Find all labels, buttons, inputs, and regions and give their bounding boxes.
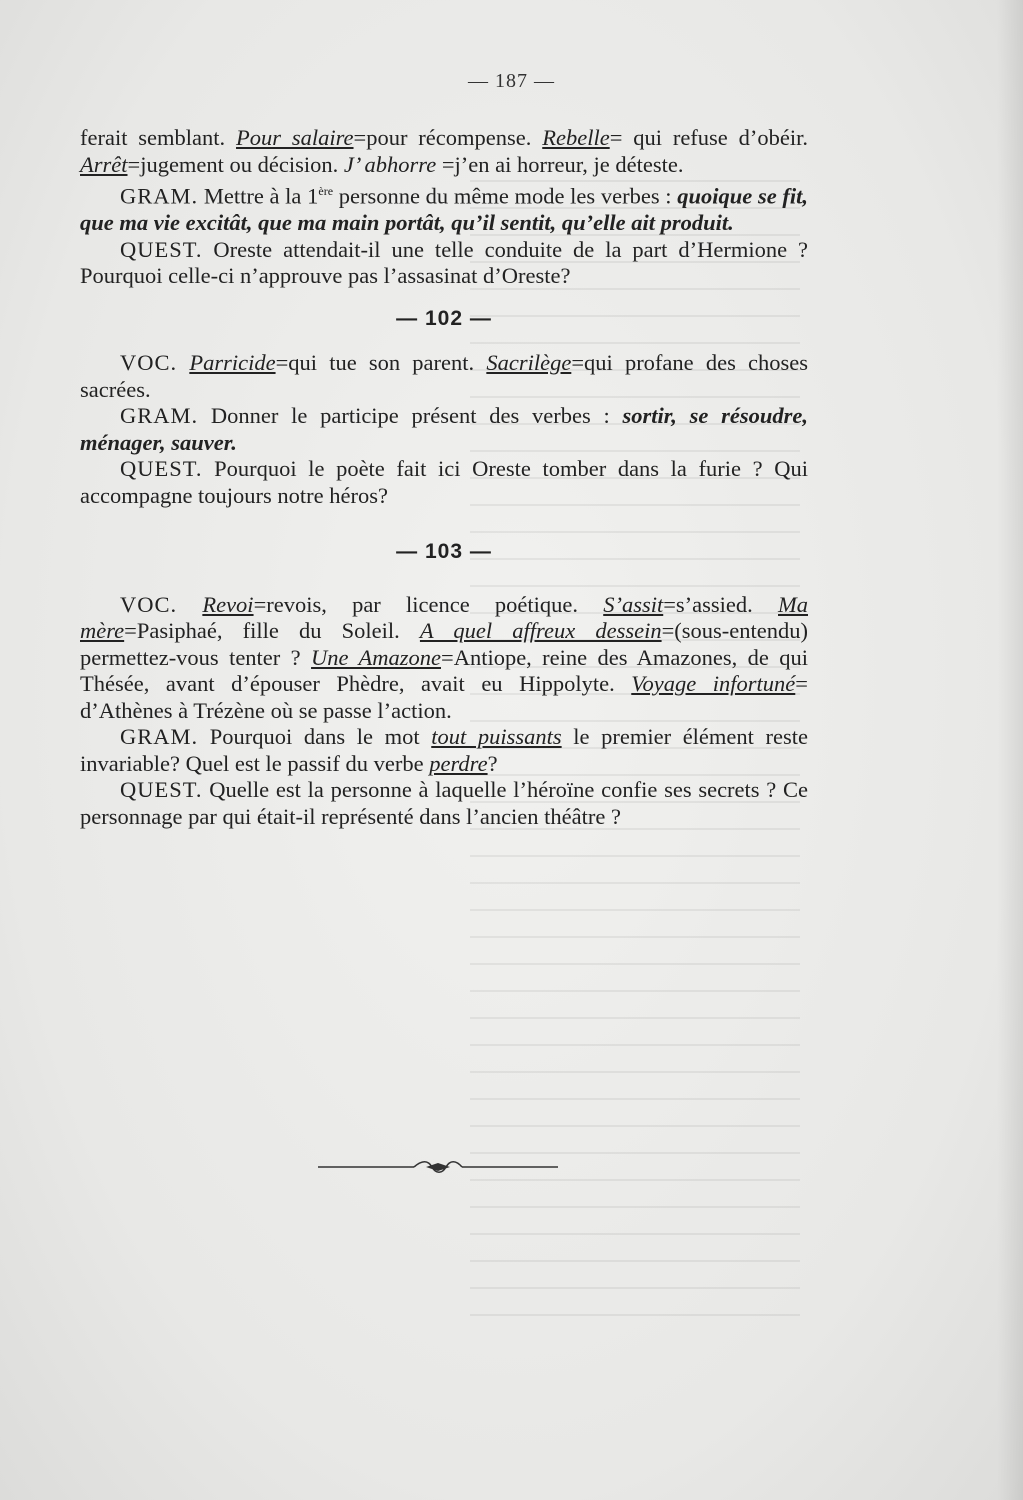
label-gram: GRAM. (120, 403, 199, 428)
verb-list: sortir, se résoudre, ménager, sauver. (80, 403, 808, 455)
page-number: — 187 — (468, 70, 555, 92)
paragraph-vocabulary-103: VOC. Revoi=revois, par licence poétique. S’assit=s’assied. Ma mère=Pasiphaé, fille du Soleil. A quel affreux dessein=(sous-entendu) permettez-vous tenter ? Une Amazone=Antiope, reine des Amazones, de qui Thésée, avant d’épouser Phèdre, avait eu Hippolyte. Voyage infortuné= d’Athènes à Trézène où se passe l’action. (80, 591, 808, 723)
label-voc: VOC. (120, 591, 178, 617)
paragraph-question-103: QUEST. Quelle est la personne à laquelle l’héroïne confie ses secrets ? Ce personnage par qui était-il représenté dans l’ancien théâtre ? (80, 777, 808, 829)
term: A quel affreux dessein (419, 618, 662, 643)
paragraph-grammar-103: GRAM. Pourquoi dans le mot tout puissants le premier élément reste invariable? Quel est le passif du verbe perdre? (80, 724, 809, 776)
paragraph-grammar-101: GRAM. Mettre à la 1ère personne du même mode les verbes : quoique se fit, que ma vie excitât, que ma main portât, qu’il sentit, qu’elle ait produit. (80, 183, 808, 235)
term: Sacrilège (486, 350, 572, 375)
term: Voyage infortuné (631, 671, 796, 696)
label-gram: GRAM. (120, 183, 199, 209)
label-quest: QUEST. (120, 777, 203, 802)
label-gram: GRAM. (120, 724, 199, 749)
term: Revoi (202, 591, 254, 617)
paragraph-question-101: QUEST. Oreste attendait-il une telle conduite de la part d’Hermione ? Pourquoi celle-ci n’approuve pas l’assasinat d’Oreste? (80, 236, 808, 288)
term: Arrêt (80, 151, 128, 177)
verb-list: quoique se fit, que ma vie excitât, que ma main portât, qu’il sentit, qu’elle ait produit. (80, 183, 808, 235)
paragraph-question-102: QUEST. Pourquoi le poète fait ici Oreste tomber dans la furie ? Qui accompagne toujours notre héros? (80, 456, 808, 508)
label-voc: VOC. (120, 350, 178, 375)
section-heading-102: — 102 — (396, 306, 492, 330)
label-quest: QUEST. (120, 236, 203, 262)
term: S’assit (603, 591, 664, 617)
term: J’ abhorre (343, 151, 437, 177)
end-ornament-divider (318, 1156, 558, 1176)
term: perdre (429, 750, 488, 776)
label-quest: QUEST. (120, 456, 203, 481)
term: Pour salaire (236, 125, 354, 150)
term: tout puissants (431, 724, 562, 749)
paragraph-grammar-102: GRAM. Donner le participe présent des verbes : sortir, se résoudre, ménager, sauver. (80, 403, 808, 455)
term: Une Amazone (311, 644, 441, 670)
term: Ma mère (80, 591, 808, 643)
page-body (80, 125, 808, 830)
paragraph-vocabulary-101: ferait semblant. Pour salaire=pour récompense. Rebelle= qui refuse d’obéir. Arrêt=jugement ou décision. J’ abhorre =j’en ai horreur, je déteste. (80, 125, 808, 177)
term: Parricide (189, 350, 276, 375)
term: Rebelle (542, 125, 610, 150)
section-heading-103: — 103 — (396, 540, 492, 563)
page-edge-shadow (997, 0, 1023, 1500)
paragraph-vocabulary-102: VOC. Parricide=qui tue son parent. Sacrilège=qui profane des choses sacrées. (80, 350, 808, 402)
